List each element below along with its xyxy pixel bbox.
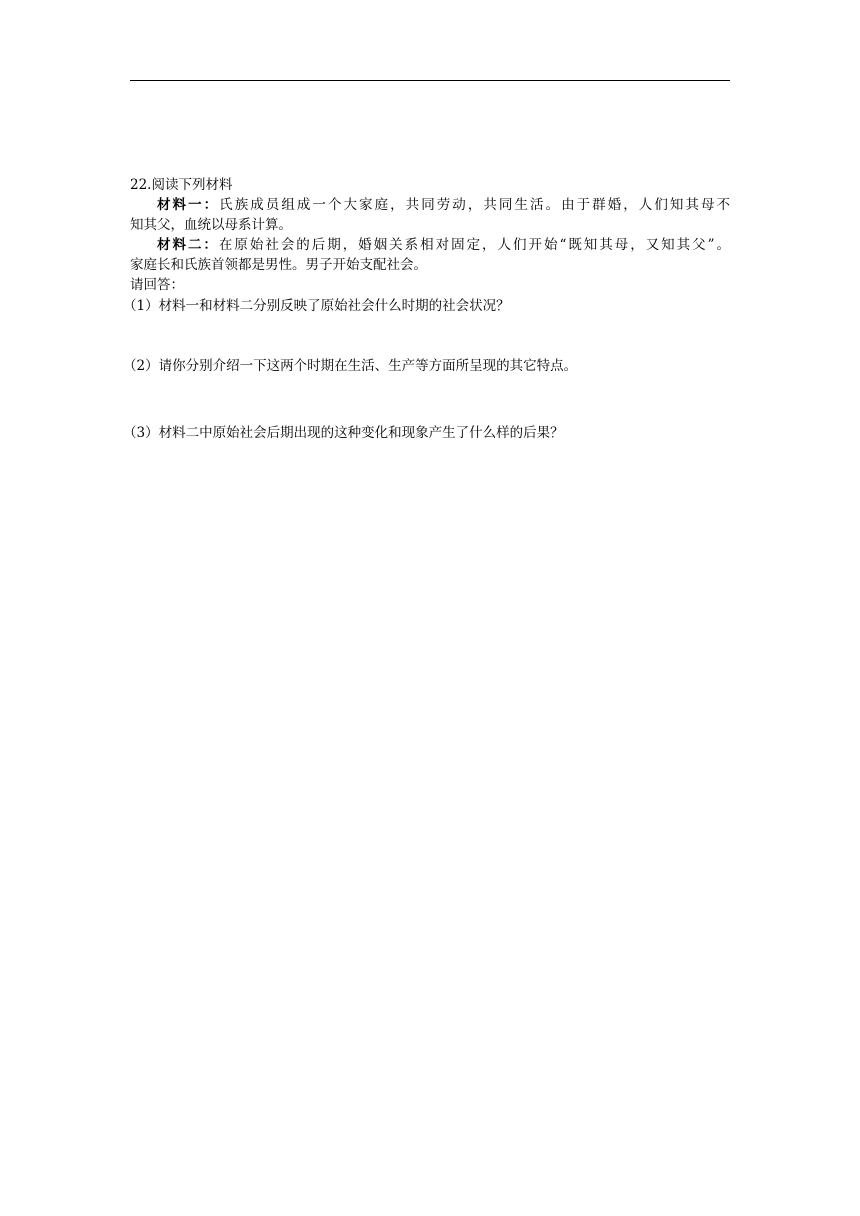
material-1-line-1 <box>130 195 730 215</box>
sub-question-1: （1）材料一和材料二分别反映了原始社会什么时期的社会状况？ <box>123 298 510 314</box>
sub-question-2: （2）请你分别介绍一下这两个时期在生活、生产等方面所呈现的其它特点。 <box>123 358 578 374</box>
material-2-text-1: 在原始社会的后期，婚姻关系相对固定，人们开始“既知其母，又知其父”。 <box>218 237 730 253</box>
material-2-label: 材料二： <box>157 237 219 253</box>
sub-question-3: （3）材料二中原始社会后期出现的这种变化和现象产生了什么样的后果？ <box>123 425 564 441</box>
header-rule <box>130 80 730 81</box>
answer-prompt: 请回答： <box>130 277 184 293</box>
material-2-line-2: 家庭长和氏族首领都是男性。男子开始支配社会。 <box>130 257 427 273</box>
question-block <box>123 175 731 443</box>
material-1-label: 材料一： <box>157 197 220 213</box>
material-1-line-2: 知其父，血统以母系计算。 <box>130 217 292 233</box>
question-heading: 22.阅读下列材料 <box>130 177 233 193</box>
material-2-line-1 <box>130 235 730 255</box>
material-1-text-1: 氏族成员组成一个大家庭，共同劳动，共同生活。由于群婚，人们知其母不 <box>219 197 731 213</box>
